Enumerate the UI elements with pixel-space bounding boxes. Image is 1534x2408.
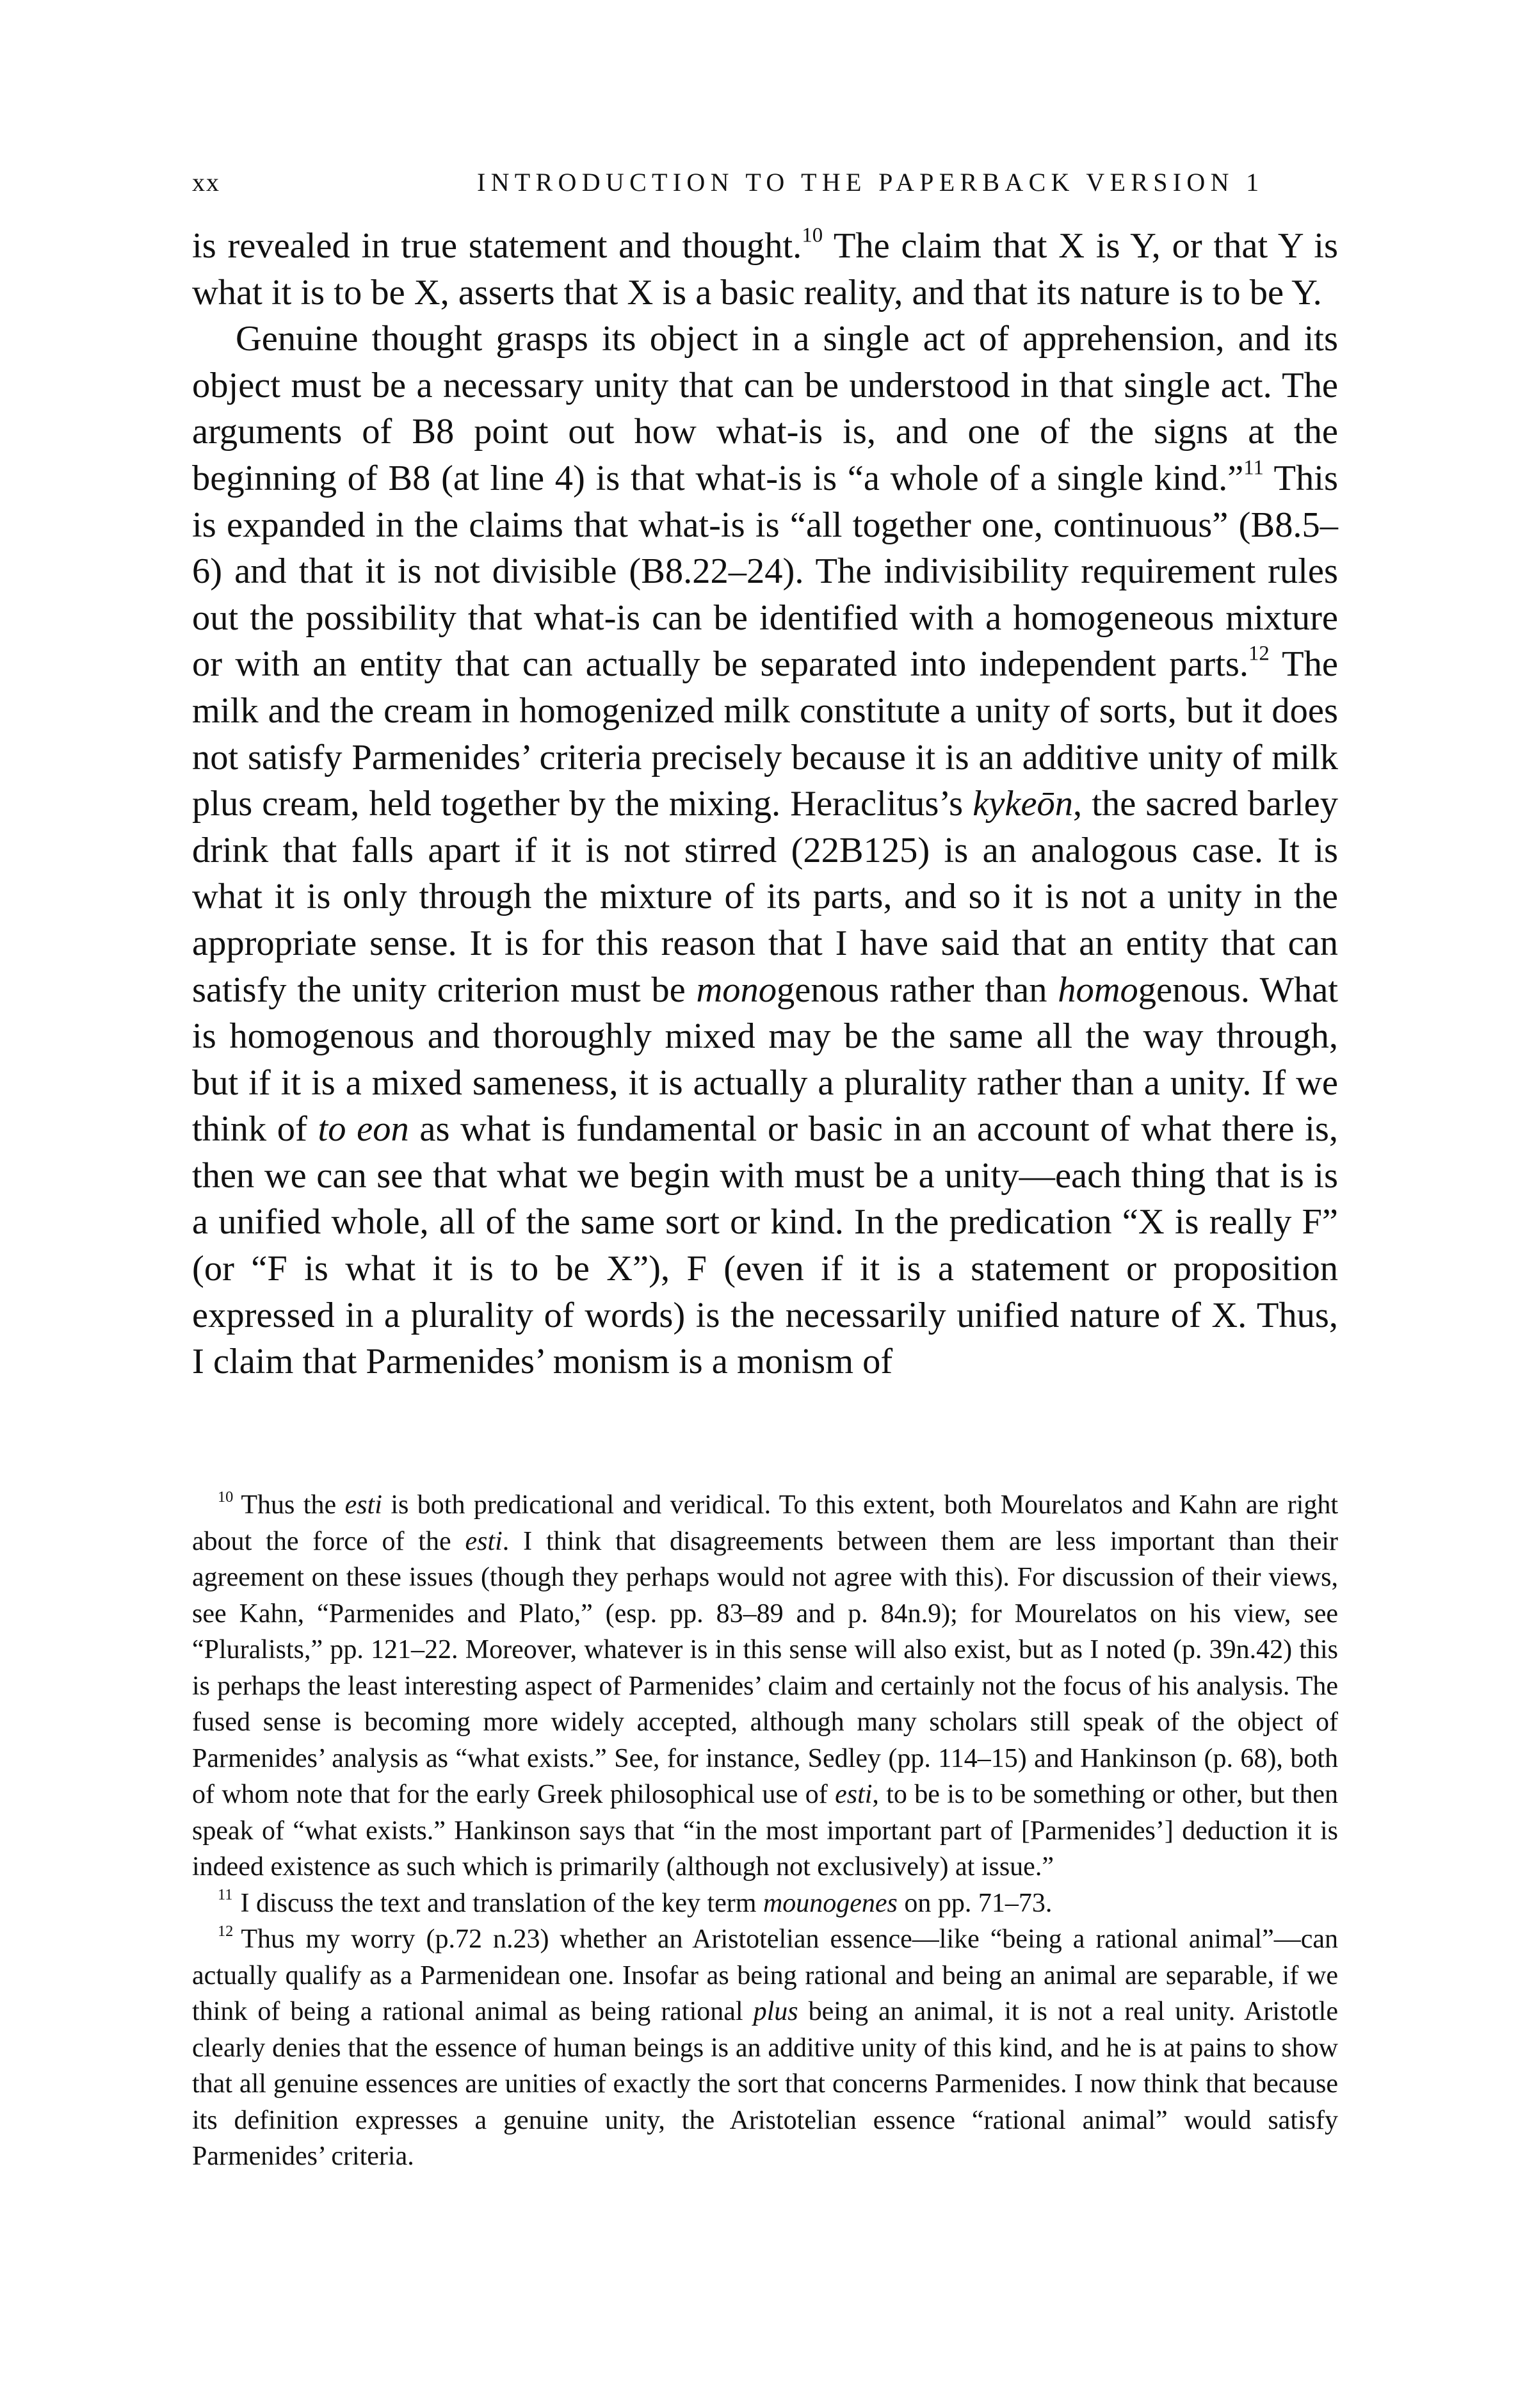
text-run: being an animal, it is not a real unity. Aristotle clearly denies that the essence of human beings is an additive unity of this kind, and he is at pains to show that all genuine essences are unities of exactly the sort that concerns Parmenides. I now think that because its definition expresses a genuine unity, the Aristotelian essence “rational animal” would satisfy Parmenides’ criteria. <box>192 1997 1338 2171</box>
text-run: I discuss the text and translation of the key term <box>240 1888 763 1918</box>
text-run: genous. What is homogenous and thoroughly mixed may be the same all the way through, but if it is a mixed sameness, it is actually a plurality rather than a unity. If we think of <box>192 970 1338 1150</box>
footnote-number: 12 <box>218 1922 234 1940</box>
italic-term: esti <box>344 1490 382 1520</box>
footnote-ref-12[interactable]: 12 <box>1248 642 1270 665</box>
italic-term: kykeōn <box>973 784 1074 824</box>
text-run: is both predicational and veridical. To this extent, both Mourelatos and Kahn are right about the force of the <box>192 1490 1338 1556</box>
text-run: genous rather than <box>777 970 1058 1010</box>
text-run: The milk and the cream in homogenized milk constitute a unity of sorts, but it does not satisfy Parmenides’ criteria precisely because it is an additive unity of milk plus cream, held together by the mixing. Heraclitus’s <box>192 644 1338 824</box>
footnote-number: 10 <box>218 1488 234 1506</box>
text-run: on pp. 71–73. <box>897 1888 1053 1918</box>
text-run: Genuine thought grasps its object in a single act of apprehension, and its object must be a necessary unity that can be understood in that single act. The arguments of B8 point out how what-is is, and one of the signs at the beginning of B8 (at line 4) is that what-is is “a whole of a single kind.” <box>192 319 1338 498</box>
footnote-ref-11[interactable]: 11 <box>1243 456 1264 480</box>
italic-term: homo <box>1058 970 1138 1010</box>
italic-term: plus <box>753 1997 798 2026</box>
footnote-10 <box>192 1487 1338 1885</box>
running-head: INTRODUCTION TO THE PAPERBACK VERSION 1 <box>477 168 1264 197</box>
italic-term: esti <box>835 1780 873 1809</box>
text-run: , the sacred barley drink that falls apart if it is not stirred (22B125) is an analogous case. It is what it is only through the mixture of its parts, and so it is not a unity in the appropriate sense. It is for this reason that I have said that an entity that can satisfy the unity criterion must be <box>192 784 1338 1010</box>
page-header <box>192 160 1332 205</box>
text-run: Thus my worry (p.72 n.23) whether an Aristotelian essence—like “being a rational animal”—can actually qualify as a Parmenidean one. Insofar as being rational and being an animal are separable, if we think of being a rational animal as being rational <box>192 1924 1338 2026</box>
footnote-ref-10[interactable]: 10 <box>802 224 823 247</box>
page-number: xx <box>192 168 220 197</box>
footnotes <box>192 1487 1338 2175</box>
italic-term: mono <box>696 970 777 1010</box>
italic-term: to eon <box>318 1109 409 1150</box>
text-run: This is expanded in the claims that what-is is “all together one, continuous” (B8.5–6) and that it is not divisible (B8.22–24). The indivisibility requirement rules out the possibility that what-is can be identified with a homogeneous mixture or with an entity that can actually be separated into independent parts. <box>192 458 1338 685</box>
paragraph-2 <box>192 316 1338 1385</box>
italic-term: esti <box>465 1526 503 1556</box>
footnote-number: 11 <box>218 1886 233 1904</box>
italic-term: mounogenes <box>763 1888 898 1918</box>
main-text <box>192 223 1338 1385</box>
text-run: as what is fundamental or basic in an account of what there is, then we can see that what we begin with must be a unity—each thing that is is a unified whole, all of the same sort or kind. In the predication “X is really F” (or “F is what it is to be X”), F (even if it is a statement or proposition expressed in a plurality of words) is the necessarily unified nature of X. Thus, I claim that Parmenides’ monism is a monism of <box>192 1109 1338 1382</box>
paragraph-1 <box>192 223 1338 316</box>
text-run: . I think that disagreements between them are less important than their agreement on these issues (though they perhaps would not agree with this). For discussion of their views, see Kahn, “Parmenides and Plato,” (esp. pp. 83–89 and p. 84n.9); for Mourelatos on his view, see “Pluralists,” pp. 121–22. Moreover, whatever is in this sense will also exist, but as I noted (p. 39n.42) this is perhaps the least interesting aspect of Parmenides’ claim and certainly not the focus of his analysis. The fused sense is becoming more widely accepted, although many scholars still speak of the object of Parmenides’ analysis as “what exists.” See, for instance, Sedley (pp. 114–15) and Hankinson (p. 68), both of whom note that for the early Greek philosophical use of <box>192 1526 1338 1809</box>
footnote-11 <box>192 1885 1338 1922</box>
text-run: The claim that X is Y, or that Y is what it is to be X, asserts that X is a basic reality, and that its nature is to be Y. <box>192 226 1338 313</box>
footnote-12 <box>192 1921 1338 2175</box>
text-run: is revealed in true statement and thought. <box>192 226 802 266</box>
text-run: , to be is to be something or other, but then speak of “what exists.” Hankinson says that “in the most important part of [Parmenides’] deduction it is indeed existence as such which is primarily (although not exclusively) at issue.” <box>192 1780 1339 1882</box>
text-run: Thus the <box>241 1490 345 1520</box>
